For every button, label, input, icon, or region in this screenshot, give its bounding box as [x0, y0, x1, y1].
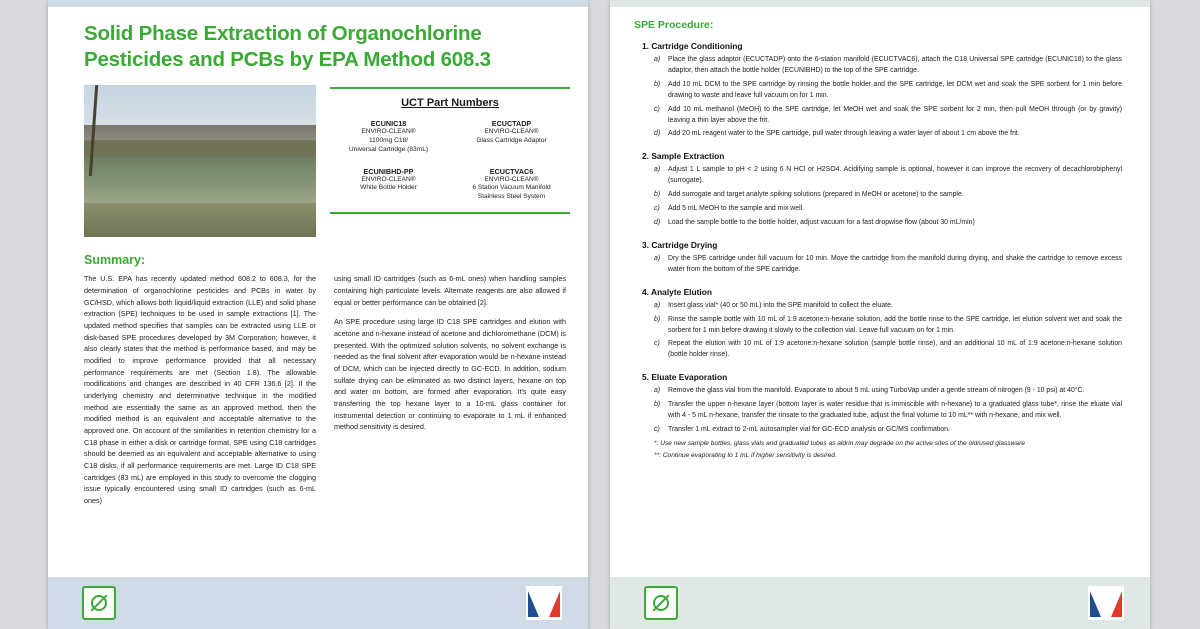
part-desc: Universal Cartridge (83mL)	[348, 145, 429, 153]
step-item	[654, 301, 1122, 312]
divider-bottom	[330, 212, 570, 214]
step-text: Add 20 mL reagent water to the SPE cartridge, pull water through leaving a water layer of about 1 cm above the frit.	[668, 130, 1020, 138]
section-number: 4.	[642, 286, 649, 297]
step-label: a)	[654, 56, 661, 63]
divider-top	[330, 87, 570, 89]
step-item	[654, 190, 1122, 201]
step-label: a)	[654, 387, 661, 395]
step-item	[654, 425, 1122, 436]
section-number: 5.	[642, 372, 649, 383]
arrow-brand-logo-icon	[526, 586, 562, 620]
step-text: Rinse the sample bottle with 10 mL of 1:9 acetone:n-hexane solution, add the bottle rinse to the SPE cartridge, let elution solvent wet and soak the sorbent for 1 min before drawing it slowly to the collection vial. Leave full vacuum on for 1 min.	[668, 315, 1122, 334]
step-label: c)	[654, 105, 660, 113]
part-desc: Stainless Steel System	[477, 192, 546, 200]
step-text: Add 10 mL DCM to the SPE cartridge by rinsing the bottle holder and the SPE cartridge, let DCM wet and soak the SPE sorbent for 1 min before drawing to waste and leave full vacuum on for 1 min.	[668, 80, 1122, 99]
step-item	[654, 254, 1122, 276]
part-item	[453, 167, 570, 202]
step-label: b)	[654, 80, 661, 88]
step-label: c)	[654, 340, 660, 348]
step-item	[654, 165, 1122, 187]
page-top-band	[48, 0, 588, 7]
section-number: 1.	[642, 41, 649, 51]
step-label: d)	[654, 130, 661, 138]
section-title	[634, 287, 1122, 297]
step-text: Load the sample bottle to the bottle holder, adjust vacuum for a fast dropwise flow (about 30 mL/min)	[668, 218, 975, 226]
step-text: Transfer 1 mL extract to 2-mL autosampler vial for GC-ECD analysis or GC/MS confirmation.	[668, 425, 950, 433]
step-text: Transfer the upper n-hexane layer (bottom layer is water residue that is immiscible with n-hexane) to a graduated glass tube*, rinse the eluate vial with 4 - 5 mL n-hexane, transfer the rinsate to the graduated tube, adjust the final volume to 10 mL** with n-hexane, and mix well.	[668, 401, 1122, 420]
page-right	[610, 0, 1150, 629]
footnote: **: Continue evaporating to 1 mL if higher sensitivity is desired.	[654, 452, 837, 460]
section-title	[634, 240, 1122, 250]
section-title-text: Analyte Elution	[651, 286, 712, 297]
uct-atom-logo-icon	[82, 586, 116, 620]
step-label: a)	[654, 254, 661, 262]
section-title	[634, 151, 1122, 161]
step-text: Insert glass vial* (40 or 50 mL) into the SPE manifold to collect the eluate.	[668, 301, 893, 309]
part-desc: ENVIRO-CLEAN®	[484, 128, 539, 136]
summary-columns	[84, 273, 570, 514]
paragraph: The U.S. EPA has recently updated method 608.2 to 608.3, for the determination of organochlorine pesticides and PCBs in water by GC/HSD, which allows both liquid/liquid extraction (LLE) and solid phase extraction (SPE) techniques to be used in sample extractions [1]. The updated method specifies that samples can be extracted using LLE or disk-based SPE procedures developed by 3M Corporation; however, it also clearly states that the method is performance based, and may be modified to improve performance provided that all necessary performance requirements are met (Section 1.8). The allowable modifications and changes are described in 40 CFR 136.6 [2]. If the underlying chemistry and determinative technique in the modified method are essentially the same as an approved method, then the modified method is an equivalent and acceptable alternative to the approved one. On account of the similarities in retention chemistry for a C18 phase in either a disk or cartridge format, SPE using C18 cartridges should be deemed as an equivalent and acceptable alternative to using C18 disks, if all performance requirements are met. Large ID C18 SPE cartridges (83 mL) are employed in this study to overcome the clogging issue typically encountered using small ID cartridges (such as 6-mL ones)	[84, 274, 316, 505]
summary-column-2	[334, 273, 566, 514]
step-text: Add 5 mL MeOH to the sample and mix well.	[668, 205, 805, 213]
summary-column-1	[84, 273, 316, 514]
part-item	[330, 167, 447, 202]
page-left	[48, 0, 588, 629]
part-desc: Glass Cartridge Adaptor	[476, 137, 547, 145]
step-item	[654, 400, 1122, 422]
paragraph: An SPE procedure using large ID C18 SPE cartridges and elution with acetone and n-hexane instead of acetone and dichloromethane (DCM) is presented. With the optimized solution solvents, no solvent exchange is needed as the final solvent after evaporation would be n-hexane instead of DCM, which can be injected directly to GC-ECD. In addition, sodium sulfate drying can be eliminated as two distinct layers, hexane on top and water on bottom, are formed after evaporation. It's quite easy transferring the top hexane layer to a 10-mL glass container for instrumental detection or continuing to evaporate to 1 mL if enhanced method sensitivity is desired.	[334, 317, 566, 432]
hero-row	[84, 85, 570, 237]
procedure-section	[634, 41, 1122, 140]
part-desc: ENVIRO-CLEAN®	[361, 175, 416, 183]
part-code: ECUCTVAC6	[489, 166, 534, 176]
part-code: ECUNIC18	[370, 119, 407, 129]
step-text: Adjust 1 L sample to pH < 2 using 6 N HCl or H2SO4. Acidifying sample is optional, however it can improve the recovery of decachlorobiphenyl (surrogate).	[668, 166, 1122, 185]
step-item	[654, 386, 1122, 397]
step-label: c)	[654, 205, 660, 213]
summary-heading: Summary:	[84, 253, 146, 268]
part-item	[453, 119, 570, 154]
step-item	[654, 129, 1122, 140]
step-text: Add surrogate and target analyte spiking solutions (prepared in MeOH or acetone) to the sample.	[668, 191, 964, 199]
parts-table-heading: UCT Part Numbers	[401, 97, 499, 110]
section-number: 3.	[642, 239, 649, 250]
step-label: b)	[654, 401, 661, 409]
step-item	[654, 315, 1122, 337]
page-title: Solid Phase Extraction of Organochlorine Pesticides and PCBs by EPA Method 608.3	[84, 22, 491, 72]
step-label: c)	[654, 425, 660, 433]
step-item	[654, 339, 1122, 361]
step-text: Place the glass adaptor (ECUCTADP) onto the 6-station manifold (ECUCTVAC6), attach the C18 Universal SPE cartridge (ECUNIC18) to the glass adaptor, then attach the bottle holder (ECUNIBHD) to the top of the SPE cartridge.	[668, 56, 1122, 74]
step-label: d)	[654, 218, 661, 226]
step-item	[654, 105, 1122, 127]
paragraph: using small ID cartridges (such as 6-mL ones) when handling samples containing high particulate levels. Alternate reagents are also allowed if equal or better performance can be obtained [2].	[334, 274, 566, 307]
procedure-section	[634, 287, 1122, 362]
step-item	[654, 204, 1122, 215]
river-landscape-photo	[84, 85, 316, 237]
part-item	[330, 119, 447, 154]
step-item	[654, 218, 1122, 229]
uct-atom-logo-icon	[644, 586, 678, 620]
part-desc: 1100mg C18/	[368, 137, 409, 145]
section-number: 2.	[642, 151, 649, 162]
step-text: Repeat the elution with 10 mL of 1:9 acetone:n-hexane solution (sample bottle rinse), and an additional 10 mL of 1:9 acetone:n-hexane solution (bottle holder rinse).	[668, 340, 1122, 359]
step-label: b)	[654, 191, 661, 199]
section-title-text: Cartridge Conditioning	[651, 41, 743, 51]
step-text: Add 10 mL methanol (MeOH) to the SPE cartridge, let MeOH wet and soak the SPE sorbent for 2 min, then pull MeOH through (or by gravity) leaving a thin layer above the frit.	[668, 105, 1122, 124]
step-item	[654, 55, 1122, 77]
part-desc: ENVIRO-CLEAN®	[484, 175, 539, 183]
step-text: Remove the glass vial from the manifold. Evaporate to about 5 mL using TurboVap under a gentle stream of nitrogen (9 - 10 psi) at 40°C.	[668, 387, 1085, 395]
part-desc: White Bottle Holder	[360, 184, 417, 192]
step-label: b)	[654, 315, 661, 323]
part-desc: ENVIRO-CLEAN®	[361, 128, 416, 136]
procedure-section	[634, 240, 1122, 276]
footnote: *: Use new sample bottles, glass vials and graduated tubes as aldrin may degrade on the active sites of the old/used glassware	[654, 439, 1025, 447]
section-title	[634, 372, 1122, 382]
section-title	[634, 41, 1122, 51]
part-code: ECUNIBHD-PP	[363, 166, 414, 176]
step-label: a)	[654, 301, 661, 309]
part-desc: 6 Station Vacuum Manifold	[472, 184, 551, 192]
parts-table	[330, 85, 570, 213]
section-title-text: Eluate Evaporation	[651, 372, 728, 383]
section-title-text: Cartridge Drying	[651, 239, 718, 250]
part-code: ECUCTADP	[491, 119, 532, 129]
page-footer	[48, 577, 588, 629]
section-title-text: Sample Extraction	[651, 151, 725, 162]
step-text: Dry the SPE cartridge under full vacuum for 10 min. Move the cartridge from the manifold during drying, and shake the cartridge to remove excess water from the bottom of the SPE cartridge.	[668, 254, 1122, 273]
procedure-section	[634, 151, 1122, 229]
page-top-band	[610, 0, 1150, 7]
procedure-section	[634, 372, 1122, 461]
step-item	[654, 80, 1122, 102]
step-label: a)	[654, 166, 661, 174]
arrow-brand-logo-icon	[1088, 586, 1124, 620]
page-footer	[610, 577, 1150, 629]
spe-procedure-heading: SPE Procedure:	[634, 19, 714, 31]
